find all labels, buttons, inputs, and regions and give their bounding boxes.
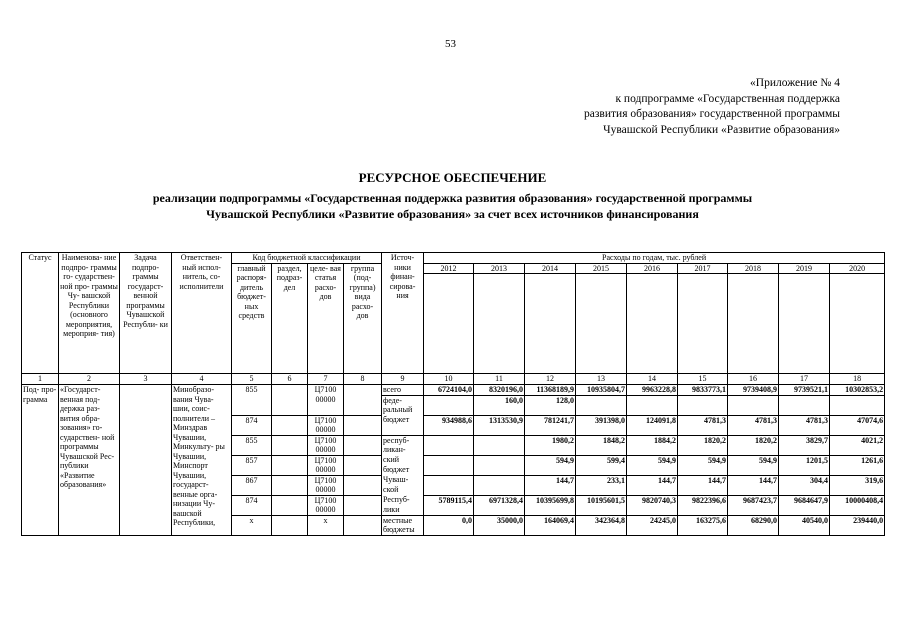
grvr-cell bbox=[344, 495, 382, 515]
value-cell bbox=[424, 455, 474, 475]
value-cell: 4781,3 bbox=[779, 415, 830, 435]
header-status: Статус bbox=[22, 253, 59, 374]
value-cell: 10302853,2 bbox=[830, 385, 885, 396]
source-cell: респуб- ликан- bbox=[382, 435, 424, 455]
value-cell: 47074,6 bbox=[830, 415, 885, 435]
grbs-cell: 874 bbox=[232, 415, 272, 435]
header-razdel: раздел, подраз- дел bbox=[272, 263, 308, 374]
value-cell: 1980,2 bbox=[525, 435, 576, 455]
table-row bbox=[22, 385, 885, 396]
value-cell: 599,4 bbox=[576, 455, 627, 475]
value-cell bbox=[424, 435, 474, 455]
col-index: 17 bbox=[779, 374, 830, 385]
col-index: 4 bbox=[172, 374, 232, 385]
col-index: 14 bbox=[627, 374, 678, 385]
col-index: 8 bbox=[344, 374, 382, 385]
value-cell: 3829,7 bbox=[779, 435, 830, 455]
value-cell: 9687423,7 bbox=[728, 495, 779, 515]
cs-cell: Ц7100 00000 bbox=[308, 435, 344, 455]
grvr-cell bbox=[344, 515, 382, 535]
value-cell: 164069,4 bbox=[525, 515, 576, 535]
value-cell: 934988,6 bbox=[424, 415, 474, 435]
value-cell: 8320196,0 bbox=[474, 385, 525, 396]
subtitle-line: Чувашской Республики «Развитие образования» за счет всех источников финансирования bbox=[206, 207, 699, 221]
value-cell: 594,9 bbox=[525, 455, 576, 475]
source-cell: Респуб- лики bbox=[382, 495, 424, 515]
grvr-cell bbox=[344, 415, 382, 435]
source-cell: местные бюджеты bbox=[382, 515, 424, 535]
razdel-cell bbox=[272, 385, 308, 416]
cs-cell: Ц7100 00000 bbox=[308, 385, 344, 416]
appendix-line: к подпрограмме «Государственная поддержка bbox=[615, 92, 840, 105]
value-cell: 233,1 bbox=[576, 475, 627, 495]
grvr-cell bbox=[344, 475, 382, 495]
value-cell: 9822396,6 bbox=[678, 495, 728, 515]
col-index: 5 bbox=[232, 374, 272, 385]
value-cell: 6724104,0 bbox=[424, 385, 474, 396]
grbs-cell: 874 bbox=[232, 495, 272, 515]
header-budget-code: Код бюджетной классификации bbox=[232, 253, 382, 264]
value-cell: 10000408,4 bbox=[830, 495, 885, 515]
value-cell: 239440,0 bbox=[830, 515, 885, 535]
value-cell: 160,0 bbox=[474, 395, 525, 415]
value-cell: 1848,2 bbox=[576, 435, 627, 455]
value-cell: 0,0 bbox=[424, 515, 474, 535]
source-cell: Чуваш- ской bbox=[382, 475, 424, 495]
value-cell: 9833773,1 bbox=[678, 385, 728, 396]
value-cell bbox=[779, 395, 830, 415]
grbs-cell: 855 bbox=[232, 435, 272, 455]
source-cell: ский бюджет bbox=[382, 455, 424, 475]
header-year: 2016 bbox=[627, 263, 678, 274]
source-cell: феде- ральный bbox=[382, 395, 424, 415]
header-name: Наименова- ние подпро- граммы го- сударствен- ной про- граммы Чу- вашской Республики (основного мероприятия, мероприя- тия) bbox=[59, 253, 120, 374]
value-cell: 9820740,3 bbox=[627, 495, 678, 515]
value-cell: 124091,8 bbox=[627, 415, 678, 435]
value-cell: 1820,2 bbox=[678, 435, 728, 455]
razdel-cell bbox=[272, 495, 308, 515]
grvr-cell bbox=[344, 435, 382, 455]
value-cell: 10935804,7 bbox=[576, 385, 627, 396]
grvr-cell bbox=[344, 385, 382, 416]
task-cell bbox=[120, 385, 172, 536]
col-index: 6 bbox=[272, 374, 308, 385]
name-cell: «Государст- венная под- держка раз- вития обра- зования» го- сударствен- ной программы Чувашской Рес- публики «Развитие образования» bbox=[59, 385, 120, 536]
header-year: 2012 bbox=[424, 263, 474, 274]
col-index: 13 bbox=[576, 374, 627, 385]
col-index: 11 bbox=[474, 374, 525, 385]
value-cell: 10195601,5 bbox=[576, 495, 627, 515]
document-title: РЕСУРСНОЕ ОБЕСПЕЧЕНИЕ bbox=[358, 170, 547, 185]
source-cell: всего bbox=[382, 385, 424, 396]
cs-cell: Ц7100 00000 bbox=[308, 455, 344, 475]
value-cell: 10395699,8 bbox=[525, 495, 576, 515]
grbs-cell: x bbox=[232, 515, 272, 535]
value-cell: 144,7 bbox=[525, 475, 576, 495]
value-cell: 9684647,9 bbox=[779, 495, 830, 515]
appendix-line: Чувашской Республики «Развитие образования» bbox=[603, 123, 840, 136]
value-cell: 304,4 bbox=[779, 475, 830, 495]
razdel-cell bbox=[272, 435, 308, 455]
header-expense-group: группа (под- группа) вида расхо- дов bbox=[344, 263, 382, 374]
value-cell bbox=[424, 475, 474, 495]
value-cell: 9739408,9 bbox=[728, 385, 779, 396]
responsible-cell: Минобразо- вания Чува- шии, соис- полнители – Минздрав Чувашии, Минкульту- ры Чувашии, Минспорт Чувашии, государст- венные орга- низации Чу- вашской Республики, bbox=[172, 385, 232, 536]
subtitle-line: реализации подпрограммы «Государственная поддержка развития образования» государственной программы bbox=[152, 191, 753, 205]
value-cell: 594,9 bbox=[678, 455, 728, 475]
grvr-cell bbox=[344, 455, 382, 475]
appendix-line: развития образования» государственной программы bbox=[584, 108, 840, 120]
col-index: 9 bbox=[382, 374, 424, 385]
header-year: 2017 bbox=[678, 263, 728, 274]
value-cell: 1313530,9 bbox=[474, 415, 525, 435]
value-cell: 1820,2 bbox=[728, 435, 779, 455]
value-cell: 4781,3 bbox=[728, 415, 779, 435]
value-cell bbox=[474, 475, 525, 495]
value-cell: 163275,6 bbox=[678, 515, 728, 535]
document-subtitle bbox=[0, 190, 905, 222]
appendix-caption bbox=[470, 76, 840, 138]
cs-cell: Ц7100 00000 bbox=[308, 475, 344, 495]
col-index: 1 bbox=[22, 374, 59, 385]
value-cell bbox=[576, 395, 627, 415]
value-cell bbox=[728, 395, 779, 415]
value-cell: 1261,6 bbox=[830, 455, 885, 475]
value-cell: 9739521,1 bbox=[779, 385, 830, 396]
cs-cell: x bbox=[308, 515, 344, 535]
cs-cell: Ц7100 00000 bbox=[308, 495, 344, 515]
value-cell: 594,9 bbox=[627, 455, 678, 475]
razdel-cell bbox=[272, 475, 308, 495]
header-source: Источ- ники финан- сирова- ния bbox=[382, 253, 424, 374]
source-cell: бюджет bbox=[382, 415, 424, 435]
col-index: 12 bbox=[525, 374, 576, 385]
col-index: 10 bbox=[424, 374, 474, 385]
value-cell bbox=[474, 435, 525, 455]
column-index-row bbox=[22, 374, 885, 385]
col-index: 16 bbox=[728, 374, 779, 385]
col-index: 3 bbox=[120, 374, 172, 385]
col-index: 2 bbox=[59, 374, 120, 385]
col-index: 15 bbox=[678, 374, 728, 385]
value-cell: 5789115,4 bbox=[424, 495, 474, 515]
cs-cell: Ц7100 00000 bbox=[308, 415, 344, 435]
value-cell: 342364,8 bbox=[576, 515, 627, 535]
header-year: 2015 bbox=[576, 263, 627, 274]
grbs-cell: 867 bbox=[232, 475, 272, 495]
value-cell: 35000,0 bbox=[474, 515, 525, 535]
value-cell: 4781,3 bbox=[678, 415, 728, 435]
header-row bbox=[22, 253, 885, 264]
header-year: 2013 bbox=[474, 263, 525, 274]
value-cell bbox=[627, 395, 678, 415]
value-cell: 594,9 bbox=[728, 455, 779, 475]
value-cell bbox=[678, 395, 728, 415]
value-cell: 24245,0 bbox=[627, 515, 678, 535]
value-cell: 144,7 bbox=[728, 475, 779, 495]
header-year: 2020 bbox=[830, 263, 885, 274]
grbs-cell: 855 bbox=[232, 385, 272, 416]
value-cell: 128,0 bbox=[525, 395, 576, 415]
value-cell: 4021,2 bbox=[830, 435, 885, 455]
header-responsible: Ответствен- ный испол- нитель, со- исполнители bbox=[172, 253, 232, 374]
value-cell: 9963228,8 bbox=[627, 385, 678, 396]
razdel-cell bbox=[272, 515, 308, 535]
value-cell: 68290,0 bbox=[728, 515, 779, 535]
value-cell: 781241,7 bbox=[525, 415, 576, 435]
value-cell: 40540,0 bbox=[779, 515, 830, 535]
appendix-line: «Приложение № 4 bbox=[750, 77, 840, 89]
status-cell: Под- про- грамма bbox=[22, 385, 59, 536]
header-expenses: Расходы по годам, тыс. рублей bbox=[424, 253, 885, 264]
value-cell: 1884,2 bbox=[627, 435, 678, 455]
header-year: 2019 bbox=[779, 263, 830, 274]
razdel-cell bbox=[272, 455, 308, 475]
resource-table bbox=[21, 252, 885, 536]
value-cell: 6971328,4 bbox=[474, 495, 525, 515]
header-task: Задача подпро- граммы государст- венной программы Чувашской Республи- ки bbox=[120, 253, 172, 374]
value-cell: 391398,0 bbox=[576, 415, 627, 435]
value-cell: 144,7 bbox=[678, 475, 728, 495]
value-cell: 144,7 bbox=[627, 475, 678, 495]
page-number: 53 bbox=[445, 38, 456, 50]
col-index: 7 bbox=[308, 374, 344, 385]
value-cell bbox=[474, 455, 525, 475]
header-grbs: главный распоря- дитель бюджет- ных средств bbox=[232, 263, 272, 374]
col-index: 18 bbox=[830, 374, 885, 385]
header-year: 2014 bbox=[525, 263, 576, 274]
razdel-cell bbox=[272, 415, 308, 435]
value-cell: 1201,5 bbox=[779, 455, 830, 475]
value-cell: 319,6 bbox=[830, 475, 885, 495]
header-year: 2018 bbox=[728, 263, 779, 274]
header-target-article: целе- вая статья расхо- дов bbox=[308, 263, 344, 374]
grbs-cell: 857 bbox=[232, 455, 272, 475]
value-cell bbox=[830, 395, 885, 415]
value-cell: 11368189,9 bbox=[525, 385, 576, 396]
value-cell bbox=[424, 395, 474, 415]
